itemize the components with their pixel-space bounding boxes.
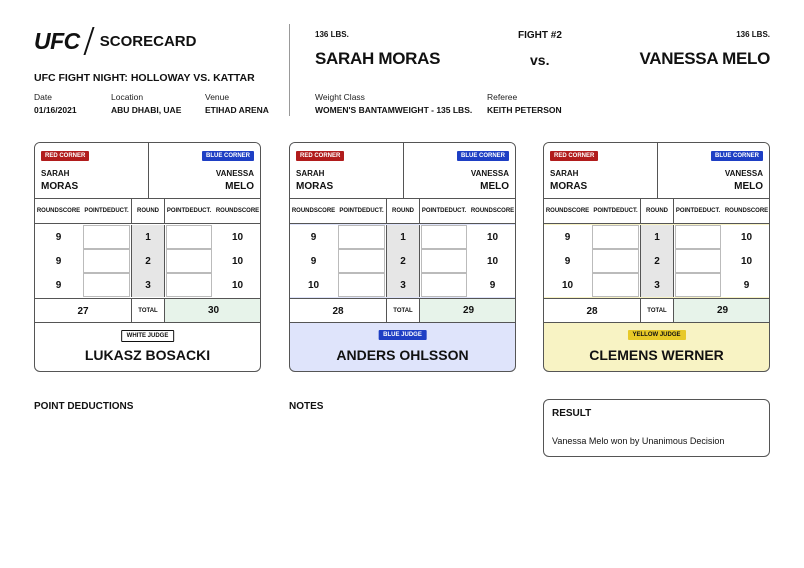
red-total-score: 28 [332,305,344,317]
blue-point-deduct-header [674,199,722,224]
judge-card [543,142,770,372]
round-row [35,273,260,297]
blue-last-name: MELO [480,181,509,192]
red-round-score-header-line1: ROUND [545,208,568,214]
red-point-deduct [83,249,130,273]
red-round-score-header [544,199,591,224]
round-row [544,249,769,273]
blue-point-deduct [675,225,721,249]
point-deductions-label: POINT DEDUCTIONS [34,401,134,412]
blue-point-deduct-header-line2: DEDUCT. [185,208,212,214]
blue-corner-badge: BLUE CORNER [457,151,509,161]
red-point-deduct-header [591,199,640,224]
red-corner-badge: RED CORNER [41,151,89,161]
red-round-score: 9 [55,279,62,291]
red-round-score-header-line2: SCORE [313,208,336,214]
blue-round-score: 10 [231,231,244,243]
logo-divider [83,27,94,55]
blue-point-deduct [166,249,212,273]
blue-total-score: 30 [165,299,261,322]
judge-name: ANDERS OHLSSON [336,347,469,363]
vs-label: vs. [530,52,550,68]
judge-name: CLEMENS WERNER [589,347,724,363]
red-point-deduct-header-line1: POINT [339,208,358,214]
blue-point-deduct-header-line1: POINT [166,208,186,214]
total-row [544,298,769,323]
corner-divider [148,143,149,199]
blue-fighter-name: VANESSA MELO [639,49,770,68]
blue-last-name: MELO [734,181,763,192]
venue-label: Venue [205,92,230,102]
result-text: Vanessa Melo won by Unanimous Decision [552,436,725,446]
blue-total-score: 29 [674,299,770,322]
blue-round-score-header-line1: ROUND [470,208,493,214]
blue-point-deduct-header-line2: DEDUCT. [694,208,721,214]
notes-label: NOTES [289,401,324,412]
round-row [35,249,260,273]
red-fighter-weight: 136 LBS. [315,30,349,39]
blue-last-name: MELO [225,181,254,192]
round-row [544,273,769,297]
round-number: 3 [640,273,674,297]
round-row [544,225,769,249]
blue-round-score-header-line1: ROUND [215,208,238,214]
red-round-score-header-line1: ROUND [36,208,59,214]
judge-name: LUKASZ BOSACKI [84,347,211,363]
blue-point-deduct-header-line1: POINT [675,208,695,214]
blue-total-score: 29 [420,299,516,322]
score-header-row [544,199,769,224]
red-last-name: MORAS [550,181,588,192]
blue-round-score: 10 [231,255,244,267]
red-point-deduct-header-line1: POINT [593,208,612,214]
blue-fighter-weight: 136 LBS. [736,30,770,39]
red-round-score: 10 [307,279,320,291]
round-row [290,273,515,297]
blue-round-score-header-line1: ROUND [724,208,747,214]
blue-point-deduct [675,249,721,273]
red-round-score-header [35,199,82,224]
red-point-deduct [338,273,385,297]
score-header-row [35,199,260,224]
fight-number: FIGHT #2 [518,30,562,41]
red-round-score-header-line1: ROUND [291,208,314,214]
red-corner-badge: RED CORNER [296,151,344,161]
red-point-deduct-header-line2: DEDUCT. [611,208,638,214]
card-corners [290,143,515,199]
weight-class-value: WOMEN'S BANTAMWEIGHT - 135 LBS. [315,105,473,115]
red-point-deduct [83,225,130,249]
red-point-deduct [83,273,130,297]
red-last-name: MORAS [296,181,334,192]
result-title: RESULT [552,408,592,419]
red-round-score: 9 [564,255,571,267]
round-number: 2 [640,249,674,273]
red-round-score: 9 [564,231,571,243]
referee-value: KEITH PETERSON [487,105,562,115]
judge-card [34,142,261,372]
blue-point-deduct [166,273,212,297]
red-total-score: 27 [77,305,89,317]
blue-corner-badge: BLUE CORNER [202,151,254,161]
red-point-deduct-header-line2: DEDUCT. [102,208,129,214]
blue-round-score-header [468,199,516,224]
blue-round-score: 10 [231,279,244,291]
ufc-logo: UFC [34,27,80,54]
judge-card [289,142,516,372]
judge-badge: YELLOW JUDGE [627,330,685,340]
card-corners [544,143,769,199]
blue-round-score-header [213,199,261,224]
red-point-deduct-header [82,199,131,224]
blue-round-score-header-line2: SCORE [492,208,515,214]
total-label: TOTAL [386,299,420,322]
red-point-deduct [592,249,639,273]
red-round-score: 9 [310,231,317,243]
red-round-score-header-line2: SCORE [567,208,590,214]
red-round-score-header [290,199,337,224]
red-first-name: SARAH [41,169,70,178]
blue-round-score: 10 [740,231,753,243]
red-point-deduct [592,225,639,249]
red-first-name: SARAH [550,169,579,178]
result-box [543,399,770,457]
total-row [290,298,515,323]
round-header [640,199,674,224]
red-fighter-name: SARAH MORAS [315,49,441,68]
red-point-deduct [338,249,385,273]
corner-divider [403,143,404,199]
round-header [386,199,420,224]
red-first-name: SARAH [296,169,325,178]
red-round-score: 9 [55,231,62,243]
red-point-deduct [592,273,639,297]
blue-first-name: VANESSA [470,169,509,178]
round-row [290,225,515,249]
blue-round-score-header [722,199,770,224]
blue-point-deduct-header-line1: POINT [421,208,441,214]
round-number: 2 [131,249,165,273]
round-row [290,249,515,273]
round-header-text: ROUND [137,208,159,214]
red-total-score: 28 [586,305,598,317]
venue-value: ETIHAD ARENA [205,105,269,115]
blue-point-deduct [675,273,721,297]
red-round-score: 9 [55,255,62,267]
blue-point-deduct [166,225,212,249]
red-last-name: MORAS [41,181,79,192]
location-value: ABU DHABI, UAE [111,105,182,115]
blue-round-score: 9 [743,279,750,291]
total-row [35,298,260,323]
ufc-scorecard-logo [34,26,196,56]
red-point-deduct [338,225,385,249]
blue-point-deduct-header [165,199,213,224]
score-header-row [290,199,515,224]
blue-point-deduct-header-line2: DEDUCT. [440,208,467,214]
blue-first-name: VANESSA [215,169,254,178]
round-header-text: ROUND [646,208,668,214]
blue-round-score-header-line2: SCORE [746,208,769,214]
round-header [131,199,165,224]
header-divider [289,24,290,116]
blue-round-score: 10 [486,231,499,243]
red-point-deduct-header-line1: POINT [84,208,103,214]
red-round-score: 10 [561,279,574,291]
blue-first-name: VANESSA [724,169,763,178]
red-round-score: 9 [310,255,317,267]
blue-round-score: 9 [489,279,496,291]
total-label: TOTAL [640,299,674,322]
round-number: 1 [131,225,165,249]
blue-point-deduct [421,225,467,249]
location-label: Location [111,92,144,102]
total-label: TOTAL [131,299,165,322]
round-number: 3 [386,273,420,297]
blue-corner-badge: BLUE CORNER [711,151,763,161]
blue-point-deduct [421,273,467,297]
round-header-text: ROUND [392,208,414,214]
blue-round-score-header-line2: SCORE [237,208,260,214]
red-round-score-header-line2: SCORE [58,208,81,214]
round-number: 2 [386,249,420,273]
round-number: 1 [386,225,420,249]
card-corners [35,143,260,199]
date-value: 01/16/2021 [34,105,77,115]
round-number: 3 [131,273,165,297]
weight-class-label: Weight Class [315,92,365,102]
date-label: Date [34,92,52,102]
judge-badge: WHITE JUDGE [121,330,175,342]
round-number: 1 [640,225,674,249]
red-point-deduct-header-line2: DEDUCT. [357,208,384,214]
event-title: UFC FIGHT NIGHT: HOLLOWAY VS. KATTAR [34,72,255,84]
blue-round-score: 10 [486,255,499,267]
blue-point-deduct [421,249,467,273]
red-corner-badge: RED CORNER [550,151,598,161]
red-point-deduct-header [337,199,386,224]
judge-badge: BLUE JUDGE [378,330,427,340]
blue-round-score: 10 [740,255,753,267]
corner-divider [657,143,658,199]
referee-label: Referee [487,92,518,102]
blue-point-deduct-header [420,199,468,224]
logo-title: SCORECARD [99,32,197,50]
round-row [35,225,260,249]
